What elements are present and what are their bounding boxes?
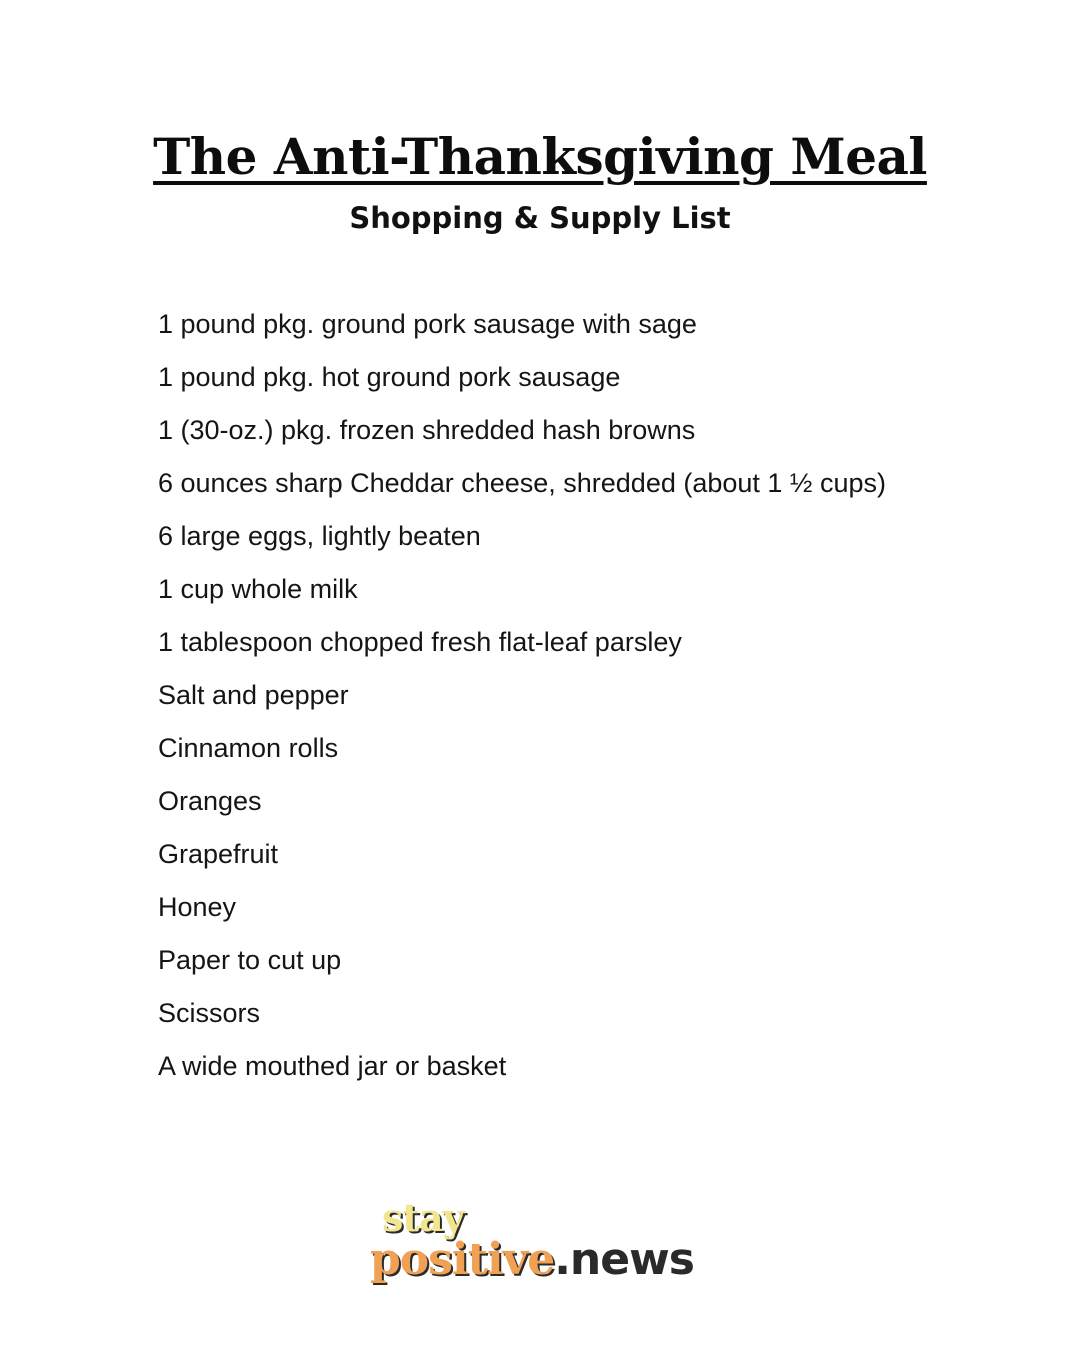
page-title-text: The Anti-Thanksgiving Meal — [153, 127, 927, 186]
list-item: 6 large eggs, lightly beaten — [158, 521, 481, 551]
list-item: Grapefruit — [158, 839, 279, 869]
list-item: Cinnamon rolls — [158, 733, 339, 763]
list-item: 6 ounces sharp Cheddar cheese, shredded (about 1 ½ cups) — [158, 468, 886, 498]
list-item: 1 tablespoon chopped fresh flat-leaf parsley — [158, 627, 682, 657]
logo-news-text: .news — [554, 1234, 694, 1285]
list-item: A wide mouthed jar or basket — [158, 1051, 507, 1081]
logo-bottom-line — [370, 1232, 694, 1298]
shopping-list — [158, 298, 978, 1093]
list-item: Scissors — [158, 998, 261, 1028]
stay-positive-logo — [366, 1195, 726, 1294]
page-title — [0, 122, 1080, 192]
list-item: Salt and pepper — [158, 680, 349, 710]
list-item: Paper to cut up — [158, 945, 342, 975]
page-subtitle: Shopping & Supply List — [349, 201, 731, 235]
logo-positive-text: positive — [370, 1234, 555, 1285]
list-item: Oranges — [158, 786, 262, 816]
list-item: 1 pound pkg. hot ground pork sausage — [158, 362, 621, 392]
list-item: Honey — [158, 892, 237, 922]
list-item: 1 cup whole milk — [158, 574, 358, 604]
list-item: 1 (30-oz.) pkg. frozen shredded hash browns — [158, 415, 696, 445]
logo-stay-text: stay — [382, 1195, 464, 1240]
list-item: 1 pound pkg. ground pork sausage with sage — [158, 309, 697, 339]
